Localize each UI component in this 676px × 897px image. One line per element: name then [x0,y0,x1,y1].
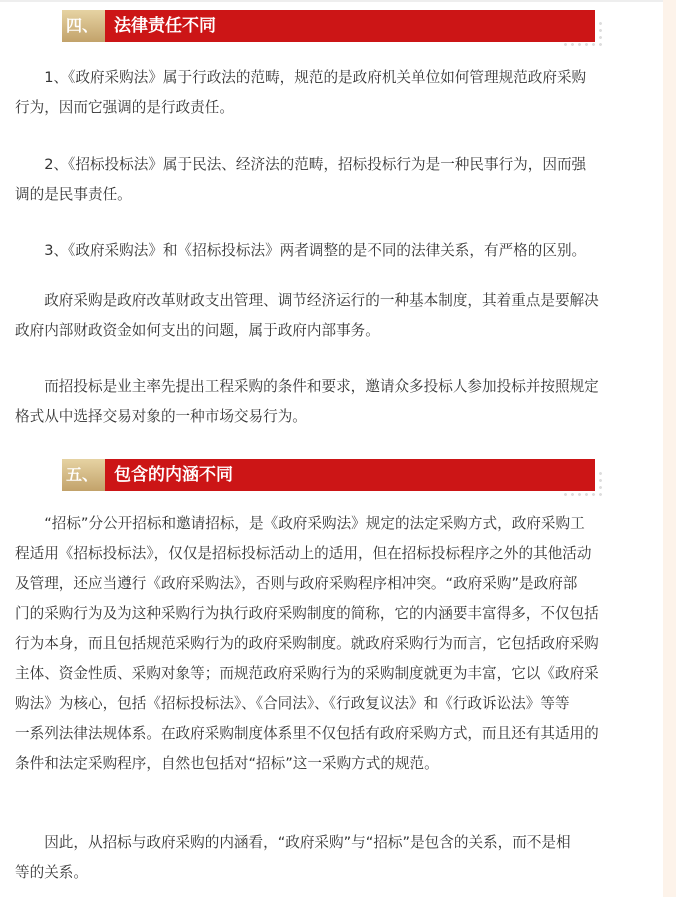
section-number: 五、 [62,459,105,491]
line: 格式从中选择交易对象的一种市场交易行为。 [15,408,307,425]
line: 等的关系。 [15,864,88,881]
line: 3、《政府采购法》和《招标投标法》两者调整的是不同的法律关系，有严格的区别。 [15,242,587,259]
top-divider [0,0,676,2]
line: 行为，因而它强调的是行政责任。 [15,99,234,116]
line: 调的是民事责任。 [15,186,132,203]
line: 1、《政府采购法》属于行政法的范畴，规范的是政府机关单位如何管理规范政府采购 [15,69,587,86]
line: 政府采购是政府改革财政支出管理、调节经济运行的一种基本制度，其着重点是要解决 [15,292,599,309]
section-number: 四、 [62,10,105,42]
line: 及管理，还应当遵行《政府采购法》，否则与政府采购程序相冲突。“政府采购”是政府部 [15,575,578,592]
section-header-5 [62,459,595,491]
line: 一系列法律法规体系。在政府采购制度体系里不仅包括有政府采购方式，而且还有其适用的 [15,725,599,742]
line: 行为本身，而且包括规范采购行为的政府采购制度。就政府采购行为而言，它包括政府采购 [15,635,599,652]
line: 2、《招标投标法》属于民法、经济法的范畴，招标投标行为是一种民事行为，因而强 [15,156,587,173]
right-margin-strip [663,0,676,897]
line: 政府内部财政资金如何支出的问题，属于政府内部事务。 [15,322,380,339]
paragraph [15,828,660,888]
paragraph [15,236,660,266]
section-title: 法律责任不同 [105,10,595,42]
line: 购法》为核心，包括《招标投标法》、《合同法》、《行政复议法》和《行政诉讼法》等等 [15,695,570,712]
section-title: 包含的内涵不同 [105,459,595,491]
paragraph [15,286,660,346]
section-header-4 [62,10,595,42]
line: 主体、资金性质、采购对象等；而规范政府采购行为的采购制度就更为丰富，它以《政府采 [15,665,599,682]
paragraph [15,372,660,432]
line: 条件和法定采购程序，自然也包括对“招标”这一采购方式的规范。 [15,755,439,772]
line: “招标”分公开招标和邀请招标，是《政府采购法》规定的法定采购方式，政府采购工 [15,515,585,532]
line: 而招投标是业主率先提出工程采购的条件和要求，邀请众多投标人参加投标并按照规定 [15,378,599,395]
paragraph [15,150,660,210]
line: 程适用《招标投标法》，仅仅是招标投标活动上的适用，但在招标投标程序之外的其他活动 [15,545,592,562]
line: 因此，从招标与政府采购的内涵看，“政府采购”与“招标”是包含的关系，而不是相 [15,834,571,851]
paragraph [15,509,660,779]
line: 门的采购行为及为这种采购行为执行政府采购制度的简称，它的内涵要丰富得多，不仅包括 [15,605,599,622]
paragraph [15,63,660,123]
